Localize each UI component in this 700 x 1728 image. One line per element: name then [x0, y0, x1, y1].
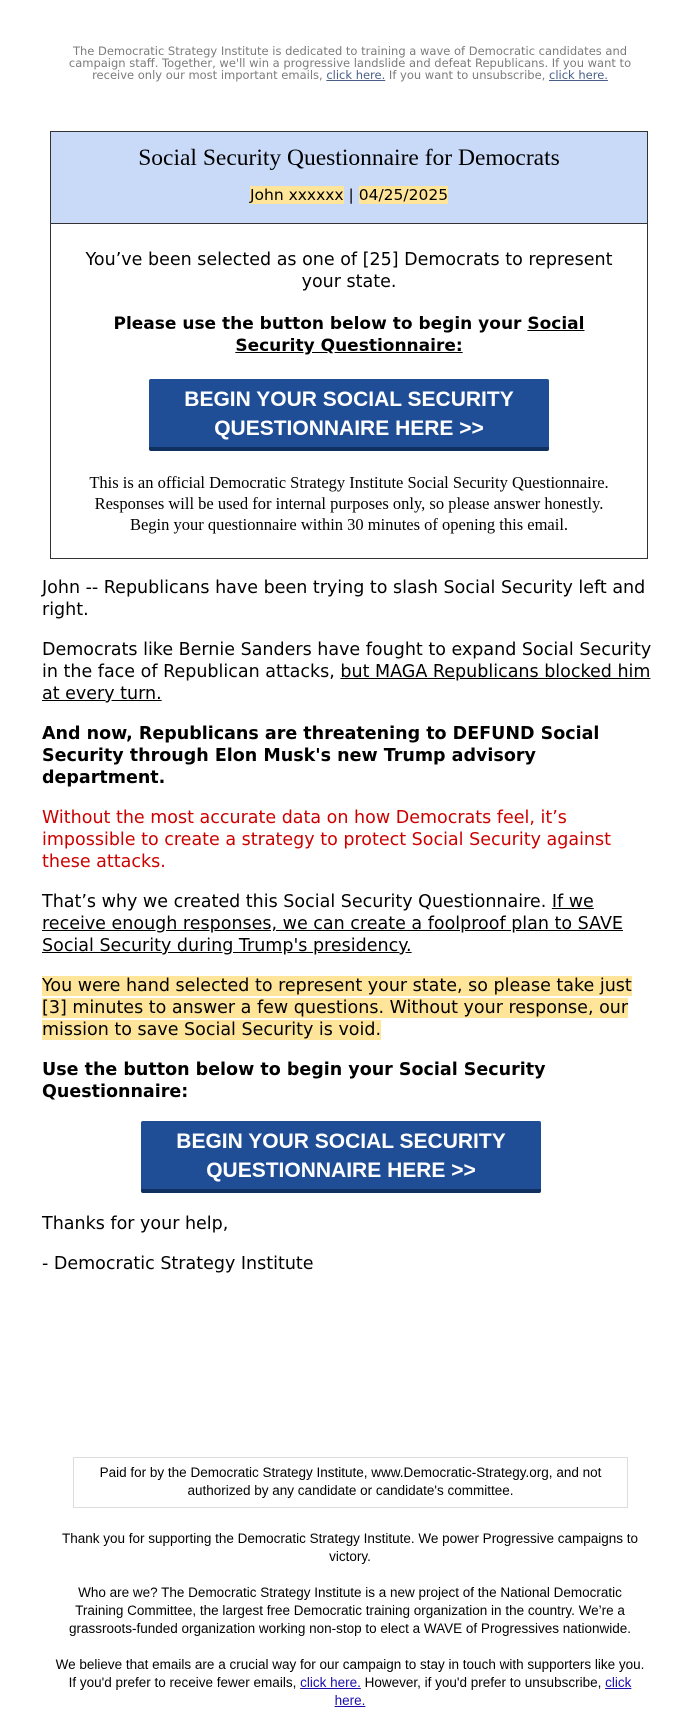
body-paragraph-4: Without the most accurate data on how Democrats feel, it’s impossible to create a strategy to protect Social Security against these attacks.: [42, 808, 611, 872]
important-emails-link[interactable]: click here.: [326, 68, 386, 82]
email-body: [42, 577, 662, 1293]
paid-for-disclaimer: Paid for by the Democratic Strategy Institute, www.Democratic-Strategy.org, and not authorized by any candidate or candidate's committee.: [73, 1457, 628, 1508]
cta-line-2: QUESTIONNAIRE HERE >>: [214, 417, 484, 440]
footer-fewer-emails-text: We believe that emails are a crucial way for our campaign to stay in touch with supporters like you. If you'd prefer to receive fewer emails,: [55, 1657, 645, 1690]
body-paragraph-2-text: Democrats like Bernie Sanders have fought to expand Social Security in the face of Republican attacks,: [42, 640, 652, 682]
cta-line-1: BEGIN YOUR SOCIAL SECURITY: [184, 388, 514, 411]
recipient-date: 04/25/2025: [358, 186, 449, 204]
instruction-link[interactable]: Social Security Questionnaire:: [235, 314, 585, 356]
body-paragraph-1: John -- Republicans have been trying to slash Social Security left and right.: [42, 578, 646, 620]
questionnaire-header: [51, 132, 647, 224]
footer-unsubscribe-link[interactable]: click here.: [334, 1675, 632, 1708]
recipient-separator: |: [348, 186, 354, 204]
signature: - Democratic Strategy Institute: [42, 1254, 314, 1274]
preheader-text: The Democratic Strategy Institute is dedicated to training a wave of Democratic candidates and campaign staff. Together, we'll win a progressive landslide and defeat Republicans. If you want to receive only our most important emails,: [68, 44, 632, 82]
questionnaire-body: [51, 249, 647, 535]
footer-unsubscribe-text: However, if you'd prefer to unsubscribe,: [364, 1675, 602, 1690]
official-note: This is an official Democratic Strategy Institute Social Security Questionnaire. Responses will be used for internal purposes only, so please answer honestly. Begin your questionnaire within 30 minutes of opening this email.: [89, 473, 609, 534]
body-paragraph-7: Use the button below to begin your Social Security Questionnaire:: [42, 1060, 546, 1102]
save-social-security-link[interactable]: If we receive enough responses, we can create a foolproof plan to SAVE Social Security during Trump's presidency.: [42, 892, 623, 956]
cta-line-2: QUESTIONNAIRE HERE >>: [206, 1159, 476, 1182]
maga-blocked-link[interactable]: but MAGA Republicans blocked him at every turn.: [42, 662, 651, 704]
thanks-text: Thanks for your help,: [42, 1214, 229, 1234]
begin-questionnaire-button-2[interactable]: [141, 1121, 541, 1193]
body-paragraph-6: [42, 975, 662, 1041]
body-paragraph-2: [42, 639, 662, 705]
preheader: [50, 45, 650, 81]
questionnaire-title: Social Security Questionnaire for Democrats: [138, 145, 560, 171]
footer-paragraph-2: Who are we? The Democratic Strategy Institute is a new project of the National Democratic Training Committee, the largest free Democratic training organization in the country. We’re a grassroots-funded organization working non-stop to elect a WAVE of Progressives nationwide.: [68, 1585, 632, 1636]
body-paragraph-5-text: That’s why we created this Social Security Questionnaire.: [42, 892, 547, 912]
footer-paragraph-3: [55, 1656, 645, 1710]
body-paragraph-5: [42, 891, 662, 957]
recipient-line: [51, 184, 647, 206]
highlighted-message: You were hand selected to represent your state, so please take just [3] minutes to answer a few questions. Without your response, our mission to save Social Security is void.: [42, 976, 632, 1040]
instruction-prefix: Please use the button below to begin your: [113, 314, 522, 334]
footer: [55, 1530, 645, 1728]
body-paragraph-3: And now, Republicans are threatening to DEFUND Social Security through Elon Musk's new Trump advisory department.: [42, 724, 600, 788]
instruction-text: [81, 313, 617, 357]
begin-questionnaire-button[interactable]: [149, 379, 549, 451]
preheader-unsubscribe-text: If you want to unsubscribe,: [388, 68, 546, 82]
preheader-unsubscribe-link[interactable]: click here.: [549, 68, 608, 82]
cta-line-1: BEGIN YOUR SOCIAL SECURITY: [176, 1130, 506, 1153]
selected-message: You’ve been selected as one of [25] Democrats to represent your state.: [85, 250, 613, 292]
fewer-emails-link[interactable]: click here.: [300, 1675, 361, 1690]
questionnaire-box: [50, 131, 648, 559]
recipient-name: John xxxxxx: [249, 186, 344, 204]
footer-paragraph-1: Thank you for supporting the Democratic Strategy Institute. We power Progressive campaigns to victory.: [61, 1531, 639, 1564]
